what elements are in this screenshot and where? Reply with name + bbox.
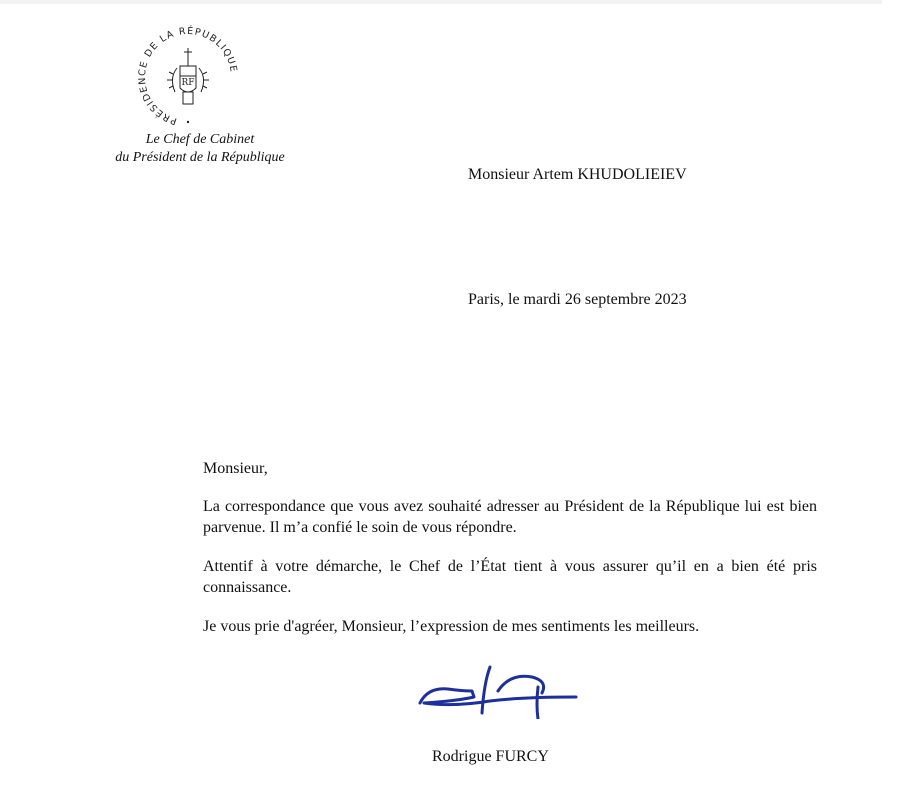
- paragraph-2: Attentif à votre démarche, le Chef de l’État tient à vous assurer qu’il en a bien été pris connaissance.: [203, 558, 817, 596]
- svg-text:RF: RF: [181, 78, 195, 88]
- svg-text:PRÉSIDENCE DE LA RÉPUBLIQUE: PRÉSIDENCE DE LA RÉPUBLIQUE: [136, 25, 239, 127]
- sender-block: [60, 131, 340, 167]
- letter-body: [203, 458, 817, 655]
- signer-name: Rodrigue FURCY: [432, 748, 549, 765]
- sender-office: du Président de la République: [115, 150, 285, 165]
- recipient-name: Monsieur Artem KHUDOLIEIEV: [468, 166, 687, 183]
- closing-formula: Je vous prie d'agréer, Monsieur, l’expression de mes sentiments les meilleurs.: [203, 618, 700, 635]
- paragraph-1: La correspondance que vous avez souhaité adresser au Président de la République lui est bien parvenue. Il m’a confié le soin de vous répondre.: [203, 498, 817, 536]
- republic-seal-icon: [133, 22, 243, 132]
- sender-title: Le Chef de Cabinet: [145, 132, 255, 147]
- salutation: Monsieur,: [203, 460, 268, 477]
- top-edge-strip: [0, 0, 882, 4]
- letter-date: Paris, le mardi 26 septembre 2023: [468, 291, 687, 308]
- handwritten-signature-icon: [414, 661, 582, 719]
